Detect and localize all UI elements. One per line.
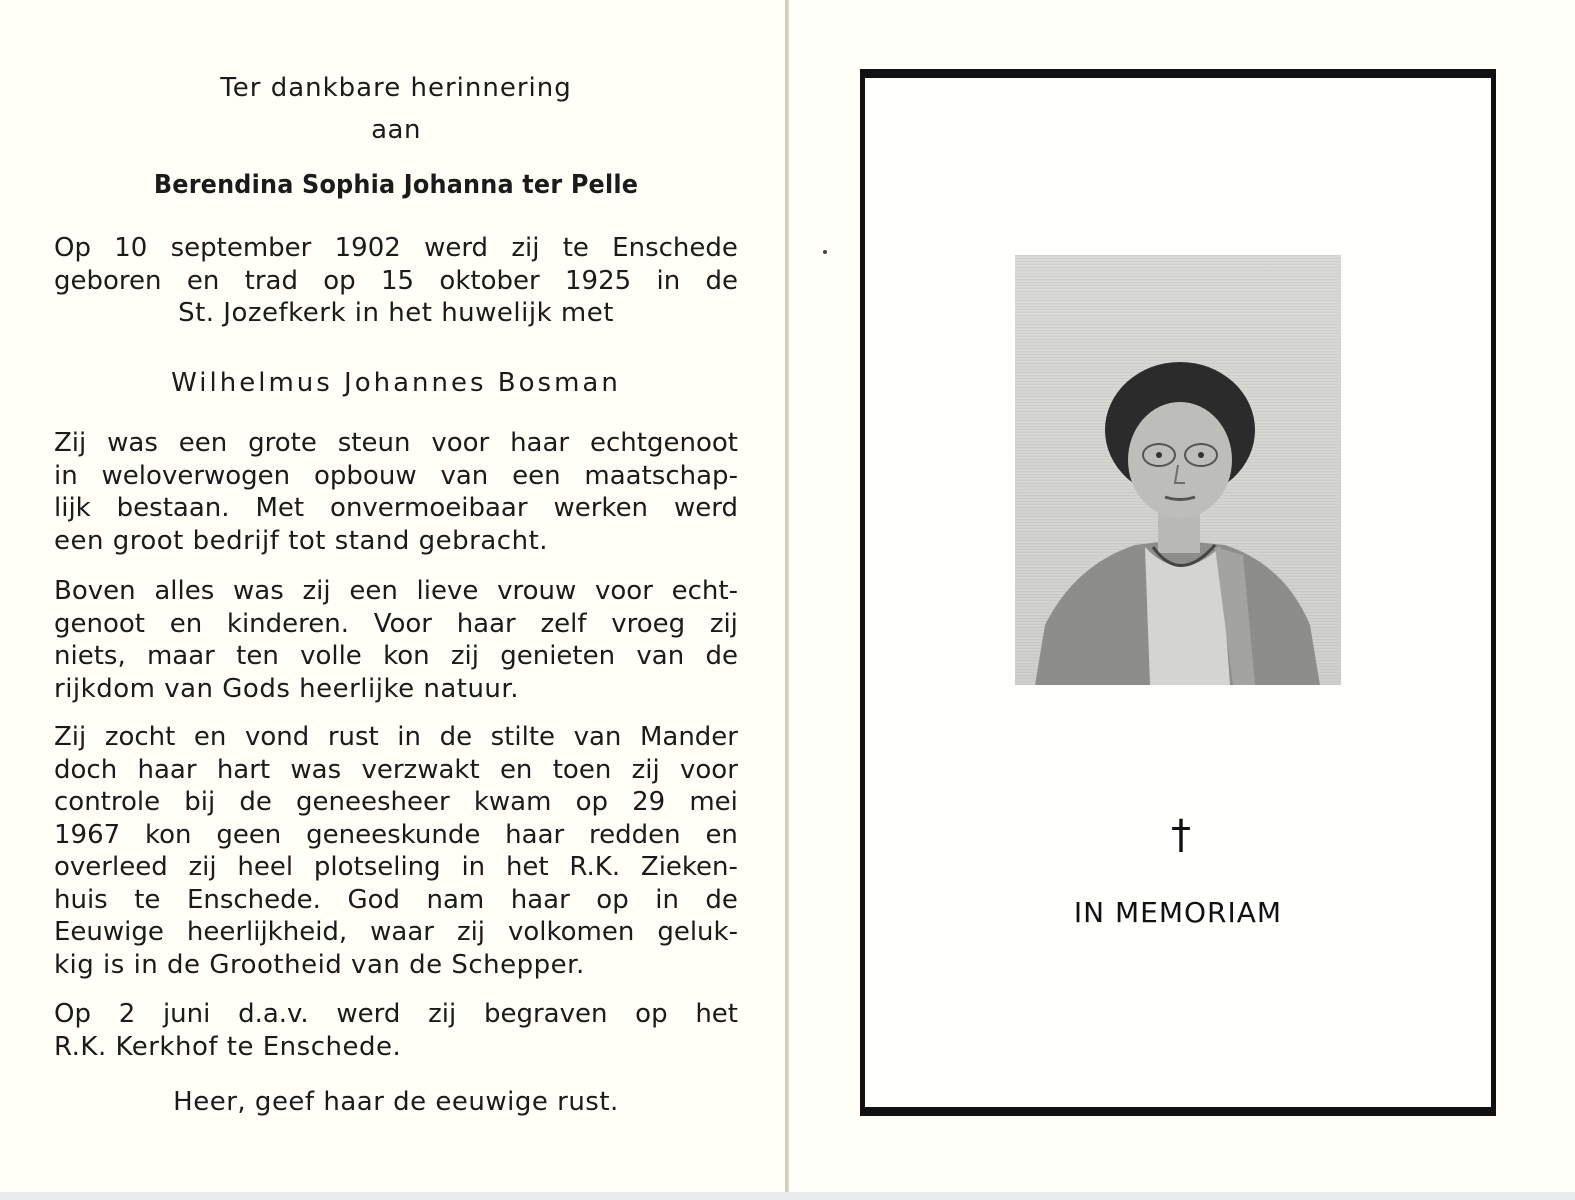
word: echtgenoot xyxy=(590,428,738,458)
word: van xyxy=(440,460,489,491)
text-line: R.K. Kerkhof te Enschede. xyxy=(54,1031,402,1062)
word: de xyxy=(705,641,738,671)
word: Op xyxy=(54,999,91,1029)
intro-line-aan: aan xyxy=(371,115,421,145)
word: op xyxy=(575,787,608,817)
word: waar xyxy=(370,917,434,947)
paragraph-support xyxy=(54,427,738,558)
word: september xyxy=(170,233,312,263)
word: 29 xyxy=(632,787,666,817)
word: zij xyxy=(188,852,217,882)
word: R.K. xyxy=(569,852,621,882)
word: overleed xyxy=(54,852,168,882)
word: een xyxy=(349,576,398,606)
word: voor xyxy=(431,428,490,458)
word: werd xyxy=(673,493,738,523)
word: rust xyxy=(327,722,379,752)
word: echt- xyxy=(671,576,738,606)
paragraph-birth-marriage xyxy=(54,232,738,330)
word: zocht xyxy=(104,722,176,752)
word: verzwakt xyxy=(361,754,480,785)
paragraph-character xyxy=(54,575,738,706)
word: begraven xyxy=(483,999,608,1029)
word: zij xyxy=(456,917,486,947)
word: en xyxy=(193,722,227,752)
word: maatschap- xyxy=(584,460,738,491)
word: steun xyxy=(337,428,411,458)
word: controle xyxy=(54,787,161,817)
text-line xyxy=(54,492,738,525)
text-line: een groot bedrijf tot stand gebracht. xyxy=(54,525,549,556)
cross-icon: † xyxy=(1171,812,1191,858)
word: en xyxy=(705,819,738,850)
word: werken xyxy=(553,493,649,523)
word: 2 xyxy=(118,999,136,1029)
word: 1967 xyxy=(54,819,121,850)
word: genoot xyxy=(54,608,145,639)
word: was xyxy=(107,428,158,458)
speck xyxy=(823,250,827,254)
word: haar xyxy=(505,819,565,850)
word: zij xyxy=(428,999,457,1029)
word: juni xyxy=(162,999,211,1029)
word: Met xyxy=(255,493,305,523)
spouse-name: Wilhelmus Johannes Bosman xyxy=(171,368,621,398)
word: vrouw xyxy=(497,576,577,606)
word: toen xyxy=(552,754,612,785)
word: de xyxy=(239,787,272,817)
word: plotseling xyxy=(313,852,441,882)
word: kinderen. xyxy=(226,608,350,639)
word: de xyxy=(705,265,738,296)
word: heerlijkheid, xyxy=(186,917,348,947)
text-line xyxy=(54,916,738,949)
word: 1902 xyxy=(334,233,401,263)
word: 15 xyxy=(381,265,415,296)
portrait-photo xyxy=(1015,255,1341,685)
in-memoriam-title: IN MEMORIAM xyxy=(1073,896,1283,929)
word: een xyxy=(512,460,561,491)
word: volkomen xyxy=(508,917,635,947)
word: was xyxy=(290,754,342,785)
word: niets, xyxy=(54,641,126,671)
word: ten xyxy=(236,641,279,671)
word: heel xyxy=(237,852,294,882)
word: geneeskunde xyxy=(306,819,481,850)
word: werd xyxy=(336,999,401,1029)
word: voor xyxy=(680,754,738,785)
closing-prayer: Heer, geef haar de eeuwige rust. xyxy=(173,1087,619,1117)
word: Enschede xyxy=(612,233,738,263)
word: en xyxy=(186,265,220,296)
text-line xyxy=(54,754,738,787)
portrait-illustration xyxy=(1015,255,1341,685)
word: Enschede. xyxy=(186,884,321,915)
word: het xyxy=(505,852,549,882)
portrait-blouse xyxy=(1145,547,1230,685)
text-line xyxy=(54,608,738,641)
text-line xyxy=(54,884,738,917)
word: Mander xyxy=(639,722,738,752)
word: op xyxy=(323,265,356,296)
word: een xyxy=(178,428,228,458)
word: werd xyxy=(424,233,489,263)
word: Voor xyxy=(373,608,432,639)
word: zij xyxy=(302,576,331,606)
word: het xyxy=(695,999,738,1029)
word: in xyxy=(656,265,681,296)
word: vond xyxy=(244,722,310,752)
word: bestaan. xyxy=(116,493,230,523)
word: genieten xyxy=(500,641,616,671)
word: op xyxy=(596,884,629,915)
text-line xyxy=(54,575,738,608)
word: geneesheer xyxy=(296,787,450,817)
word: haar xyxy=(137,754,197,785)
word: hart xyxy=(216,754,271,785)
word: 10 xyxy=(114,233,148,263)
word: 1925 xyxy=(564,265,632,296)
word: nam xyxy=(426,884,485,915)
text-line xyxy=(54,851,738,884)
word: was xyxy=(233,576,284,606)
word: Zieken- xyxy=(640,852,738,882)
word: lijk xyxy=(54,493,91,523)
paragraph-death xyxy=(54,721,738,982)
text-line xyxy=(54,819,738,852)
word: van xyxy=(573,722,622,752)
deceased-name: Berendina Sophia Johanna ter Pelle xyxy=(153,170,639,200)
word: bij xyxy=(184,787,216,817)
word: de xyxy=(705,884,738,915)
word: d.a.v. xyxy=(238,999,309,1029)
word: alles xyxy=(154,576,215,606)
portrait-eye-right xyxy=(1198,452,1204,458)
word: vroeg xyxy=(611,608,686,639)
word: grote xyxy=(248,428,317,458)
word: maar xyxy=(146,641,215,671)
text-line xyxy=(54,721,738,754)
word: onvermoeibaar xyxy=(330,493,528,523)
word: doch xyxy=(54,754,118,785)
word: te xyxy=(134,884,161,915)
text-line xyxy=(54,786,738,819)
word: in xyxy=(655,884,679,915)
word: op xyxy=(635,999,668,1029)
word: Eeuwige xyxy=(54,917,164,947)
text-line: St. Jozefkerk in het huwelijk met xyxy=(178,298,614,328)
text-line xyxy=(54,640,738,673)
text-line xyxy=(54,460,738,493)
word: zelf xyxy=(540,608,587,639)
word: te xyxy=(562,233,589,263)
word: volle xyxy=(300,641,362,671)
word: lieve xyxy=(416,576,479,606)
word: en xyxy=(499,754,533,785)
word: oktober xyxy=(439,265,540,296)
text-line xyxy=(54,427,738,460)
word: kon xyxy=(144,819,192,850)
word: Zij xyxy=(54,722,87,752)
word: zij xyxy=(511,233,540,263)
text-line: kig is in de Grootheid van de Schepper. xyxy=(54,949,585,980)
text-line xyxy=(54,265,738,298)
portrait-eye-left xyxy=(1156,452,1162,458)
word: huis xyxy=(54,884,108,915)
intro-line: Ter dankbare herinnering xyxy=(220,73,572,103)
word: opbouw xyxy=(314,460,417,491)
word: geen xyxy=(216,819,282,850)
word: zij xyxy=(709,608,738,639)
word: redden xyxy=(589,819,681,850)
word: haar xyxy=(456,608,516,639)
word: Op xyxy=(54,233,91,263)
word: haar xyxy=(510,884,570,915)
word: weloverwogen xyxy=(101,460,291,491)
word: mei xyxy=(689,787,738,817)
word: kon xyxy=(383,641,430,671)
paragraph-burial xyxy=(54,998,738,1064)
text-line xyxy=(54,232,738,265)
word: geboren xyxy=(54,265,162,296)
word: zij xyxy=(450,641,479,671)
word: stilte xyxy=(490,722,556,752)
word: Zij xyxy=(54,428,87,458)
word: geluk- xyxy=(657,917,738,947)
word: in xyxy=(397,722,421,752)
word: in xyxy=(461,852,486,882)
word: haar xyxy=(510,428,570,458)
word: trad xyxy=(244,265,298,296)
word: de xyxy=(439,722,473,752)
text-line xyxy=(54,998,738,1031)
word: en xyxy=(169,608,203,639)
word: Boven xyxy=(54,576,136,606)
word: God xyxy=(347,884,400,915)
word: zij xyxy=(631,754,660,785)
word: kwam xyxy=(473,787,552,817)
word: in xyxy=(54,460,78,491)
word: van xyxy=(636,641,685,671)
text-line: rijkdom van Gods heerlijke natuur. xyxy=(54,673,519,704)
word: voor xyxy=(595,576,653,606)
